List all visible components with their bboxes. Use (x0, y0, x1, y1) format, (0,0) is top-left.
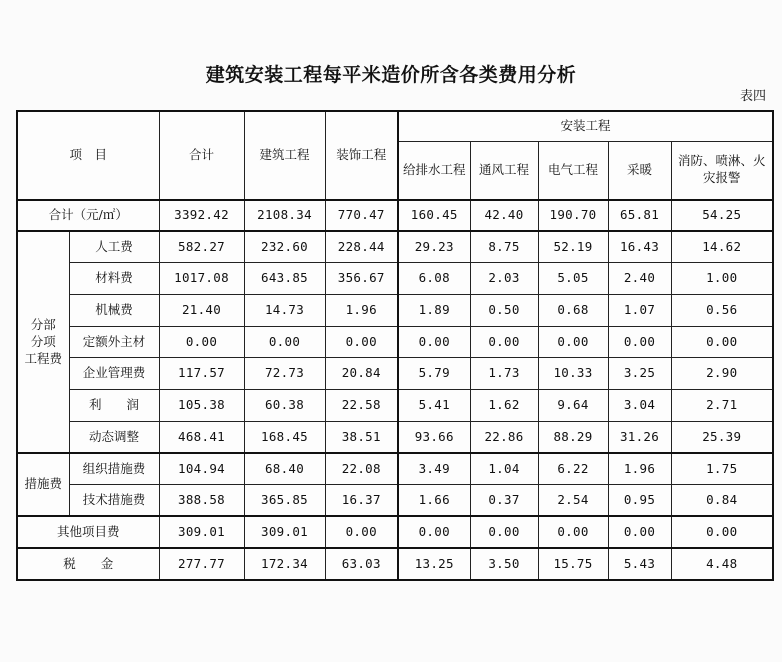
cell-value: 3.25 (608, 358, 671, 390)
cell-value: 104.94 (159, 453, 244, 485)
cell-value: 1.73 (470, 358, 538, 390)
cell-value: 2.03 (470, 263, 538, 295)
cell-value: 0.00 (671, 516, 773, 548)
cell-value: 93.66 (398, 421, 470, 453)
cell-value: 2.40 (608, 263, 671, 295)
header-total: 合计 (159, 111, 244, 200)
row-label: 机械费 (69, 295, 159, 327)
cell-value: 6.22 (538, 453, 608, 485)
row-label: 其他项目费 (17, 516, 159, 548)
cell-value: 0.00 (538, 326, 608, 358)
total-row (17, 200, 773, 232)
cell-value: 0.84 (671, 485, 773, 517)
cell-value: 365.85 (244, 485, 325, 517)
cell-value: 16.43 (608, 231, 671, 263)
cell-value: 309.01 (244, 516, 325, 548)
row-label: 企业管理费 (69, 358, 159, 390)
cell-value: 0.50 (470, 295, 538, 327)
cell-value: 38.51 (325, 421, 398, 453)
table-row (17, 358, 773, 390)
header-building: 建筑工程 (244, 111, 325, 200)
cell-value: 1.96 (325, 295, 398, 327)
cell-value: 117.57 (159, 358, 244, 390)
cell-value: 1017.08 (159, 263, 244, 295)
cell-value: 31.26 (608, 421, 671, 453)
table-row (17, 295, 773, 327)
cell-value: 0.00 (244, 326, 325, 358)
cell-value: 88.29 (538, 421, 608, 453)
cell-value: 356.67 (325, 263, 398, 295)
header-decoration: 装饰工程 (325, 111, 398, 200)
cell-value: 0.37 (470, 485, 538, 517)
cell-value: 643.85 (244, 263, 325, 295)
header-install: 安装工程 (398, 111, 773, 141)
cell-value: 1.89 (398, 295, 470, 327)
group-label: 分部 分项 工程费 (17, 231, 69, 453)
row-label: 组织措施费 (69, 453, 159, 485)
cell-value: 13.25 (398, 548, 470, 580)
cell-value: 0.00 (608, 326, 671, 358)
cell-value: 1.00 (671, 263, 773, 295)
cell-value: 0.00 (608, 516, 671, 548)
cell-value: 1.75 (671, 453, 773, 485)
cell-value: 2.54 (538, 485, 608, 517)
cell-value: 1.62 (470, 390, 538, 422)
cell-value: 0.00 (325, 326, 398, 358)
cell-value: 309.01 (159, 516, 244, 548)
cell-value: 0.00 (398, 516, 470, 548)
cell-value: 582.27 (159, 231, 244, 263)
cell-value: 25.39 (671, 421, 773, 453)
cell-value: 42.40 (470, 200, 538, 232)
cell-value: 54.25 (671, 200, 773, 232)
header-install-col: 电气工程 (538, 141, 608, 199)
cell-value: 21.40 (159, 295, 244, 327)
table-row (17, 516, 773, 548)
cell-value: 0.95 (608, 485, 671, 517)
cell-value: 1.07 (608, 295, 671, 327)
header-install-col: 通风工程 (470, 141, 538, 199)
cell-value: 3.50 (470, 548, 538, 580)
table-row (17, 548, 773, 580)
cell-value: 6.08 (398, 263, 470, 295)
cell-value: 0.00 (671, 326, 773, 358)
cell-value: 468.41 (159, 421, 244, 453)
cell-value: 63.03 (325, 548, 398, 580)
row-label: 定额外主材 (69, 326, 159, 358)
cell-value: 277.77 (159, 548, 244, 580)
cell-value: 5.43 (608, 548, 671, 580)
cell-value: 14.62 (671, 231, 773, 263)
cell-value: 160.45 (398, 200, 470, 232)
cell-value: 52.19 (538, 231, 608, 263)
cell-value: 0.56 (671, 295, 773, 327)
cell-value: 0.00 (538, 516, 608, 548)
cell-value: 65.81 (608, 200, 671, 232)
row-label: 合计（元/㎡） (17, 200, 159, 232)
table-number: 表四 (739, 89, 766, 104)
cell-value: 5.41 (398, 390, 470, 422)
cell-value: 22.58 (325, 390, 398, 422)
row-label: 技术措施费 (69, 485, 159, 517)
table-row (17, 421, 773, 453)
header-install-col: 采暖 (608, 141, 671, 199)
cell-value: 14.73 (244, 295, 325, 327)
cell-value: 8.75 (470, 231, 538, 263)
row-label: 利 润 (69, 390, 159, 422)
cell-value: 22.86 (470, 421, 538, 453)
cell-value: 60.38 (244, 390, 325, 422)
row-label: 动态调整 (69, 421, 159, 453)
cell-value: 172.34 (244, 548, 325, 580)
cell-value: 3.49 (398, 453, 470, 485)
cell-value: 2.71 (671, 390, 773, 422)
cell-value: 0.00 (470, 326, 538, 358)
table-row (17, 390, 773, 422)
table-row (17, 326, 773, 358)
cell-value: 16.37 (325, 485, 398, 517)
page-title: 建筑安装工程每平米造价所含各类费用分析 (205, 64, 577, 86)
cell-value: 29.23 (398, 231, 470, 263)
table-row (17, 231, 773, 263)
cell-value: 4.48 (671, 548, 773, 580)
cell-value: 3.04 (608, 390, 671, 422)
cell-value: 190.70 (538, 200, 608, 232)
cell-value: 770.47 (325, 200, 398, 232)
cell-value: 0.00 (470, 516, 538, 548)
cell-value: 15.75 (538, 548, 608, 580)
header-row (17, 111, 773, 141)
cell-value: 388.58 (159, 485, 244, 517)
cell-value: 0.00 (398, 326, 470, 358)
group-label: 措施费 (17, 453, 69, 516)
cell-value: 3392.42 (159, 200, 244, 232)
header-install-col: 消防、喷淋、火灾报警 (671, 141, 773, 199)
row-label: 材料费 (69, 263, 159, 295)
cell-value: 0.00 (159, 326, 244, 358)
cell-value: 5.05 (538, 263, 608, 295)
cell-value: 5.79 (398, 358, 470, 390)
cell-value: 1.04 (470, 453, 538, 485)
cost-analysis-table (16, 110, 774, 581)
table-row (17, 485, 773, 517)
cell-value: 105.38 (159, 390, 244, 422)
cell-value: 10.33 (538, 358, 608, 390)
cell-value: 72.73 (244, 358, 325, 390)
row-label: 人工费 (69, 231, 159, 263)
header-install-col: 给排水工程 (398, 141, 470, 199)
table-row (17, 453, 773, 485)
cell-value: 68.40 (244, 453, 325, 485)
row-label: 税 金 (17, 548, 159, 580)
header-item: 项 目 (17, 111, 159, 200)
cell-value: 0.68 (538, 295, 608, 327)
cell-value: 22.08 (325, 453, 398, 485)
cell-value: 1.66 (398, 485, 470, 517)
cell-value: 168.45 (244, 421, 325, 453)
cell-value: 228.44 (325, 231, 398, 263)
cell-value: 2108.34 (244, 200, 325, 232)
cell-value: 9.64 (538, 390, 608, 422)
cell-value: 0.00 (325, 516, 398, 548)
cell-value: 2.90 (671, 358, 773, 390)
cell-value: 20.84 (325, 358, 398, 390)
table-row (17, 263, 773, 295)
cell-value: 232.60 (244, 231, 325, 263)
cell-value: 1.96 (608, 453, 671, 485)
